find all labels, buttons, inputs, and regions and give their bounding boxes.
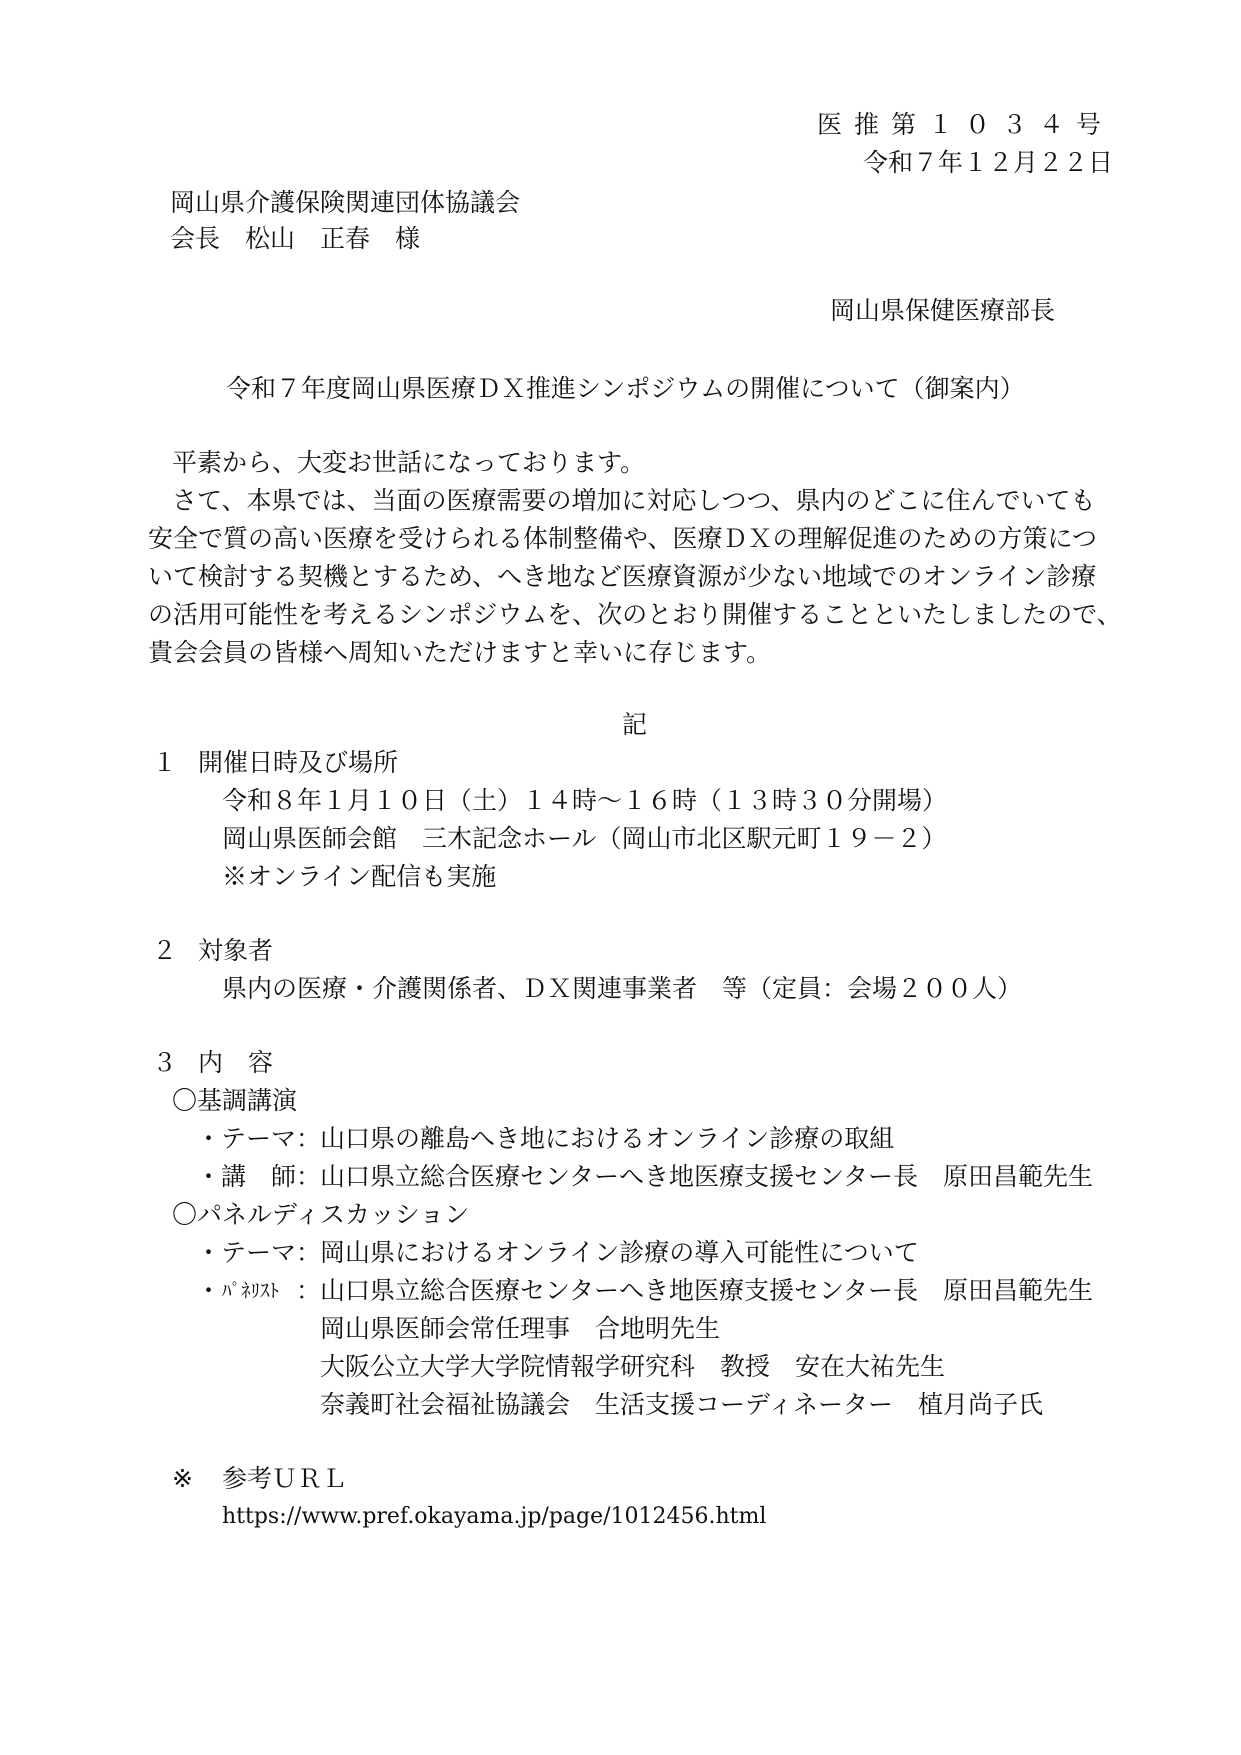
- panelist: 大阪公立大学大学院情報学研究科 教授 安在大祐先生: [320, 1352, 946, 1381]
- keynote-theme: 山口県の離島へき地におけるオンライン診療の取組: [320, 1124, 895, 1153]
- section-2-target: 県内の医療・介護関係者、ＤＸ関連事業者 等（定員：会場２００人）: [222, 974, 1023, 1003]
- section-3-heading: 内 容: [198, 1048, 274, 1077]
- section-1-datetime: 令和８年１月１０日（土）１４時～１６時（１３時３０分開場）: [222, 786, 948, 815]
- reference-mark: ※: [172, 1464, 193, 1493]
- keynote-speaker-label: ・講 師：: [196, 1162, 322, 1191]
- body-line: 平素から、大変お世話になっております。: [172, 448, 646, 477]
- ki-heading: 記: [622, 710, 648, 739]
- panelist: 奈義町社会福祉協議会 生活支援コーディネーター 植月尚子氏: [320, 1390, 1044, 1419]
- section-1-note: ※オンライン配信も実施: [222, 862, 497, 891]
- reference-url[interactable]: https://www.pref.okayama.jp/page/1012456.html: [222, 1504, 767, 1529]
- section-2-heading: 対象者: [198, 936, 274, 965]
- panelist-label-colon: ：: [296, 1276, 322, 1305]
- section-3-number: ３: [152, 1048, 178, 1077]
- recipient-organization: 岡山県介護保険関連団体協議会: [170, 188, 521, 217]
- section-1-heading: 開催日時及び場所: [198, 748, 399, 777]
- body-line: の活用可能性を考えるシンポジウムを、次のとおり開催することといたしましたので、: [148, 600, 1122, 629]
- section-1-venue: 岡山県医師会館 三木記念ホール（岡山市北区駅元町１９－２）: [222, 824, 947, 853]
- body-line: いて検討する契機とするため、へき地など医療資源が少ない地域でのオンライン診療: [148, 562, 1097, 591]
- section-1-number: １: [152, 748, 178, 777]
- panelist: 山口県立総合医療センターへき地医療支援センター長 原田昌範先生: [320, 1276, 1094, 1305]
- body-line: 安全で質の高い医療を受けられる体制整備や、医療ＤＸの理解促進のための方策につ: [148, 524, 1098, 553]
- recipient-name: 会長 松山 正春 様: [170, 224, 421, 253]
- keynote-theme-label: ・テーマ：: [196, 1124, 322, 1153]
- panel-theme: 岡山県におけるオンライン診療の導入可能性について: [320, 1238, 919, 1267]
- section-2-number: ２: [152, 936, 178, 965]
- body-line: さて、本県では、当面の医療需要の増加に対応しつつ、県内のどこに住んでいても: [172, 486, 1096, 515]
- sender: 岡山県保健医療部長: [829, 296, 1055, 325]
- document-title: 令和７年度岡山県医療ＤＸ推進シンポジウムの開催について（御案内）: [226, 374, 1025, 403]
- panel-heading: 〇パネルディスカッション: [172, 1200, 470, 1229]
- reference-label: 参考ＵＲＬ: [222, 1464, 348, 1493]
- panelist-label: ﾊﾟﾈﾘｽﾄ: [222, 1280, 280, 1302]
- document-number: 医推第１０３４号: [816, 110, 1113, 139]
- keynote-speaker: 山口県立総合医療センターへき地医療支援センター長 原田昌範先生: [320, 1162, 1094, 1191]
- keynote-heading: 〇基調講演: [172, 1086, 298, 1115]
- panel-theme-label: ・テーマ：: [196, 1238, 322, 1267]
- body-line: 貴会会員の皆様へ周知いただけますと幸いに存じます。: [148, 638, 772, 667]
- panelist: 岡山県医師会常任理事 合地明先生: [320, 1314, 721, 1343]
- panelist-label-bullet: ・: [196, 1276, 222, 1305]
- document-date: 令和７年１２月２２日: [862, 148, 1113, 177]
